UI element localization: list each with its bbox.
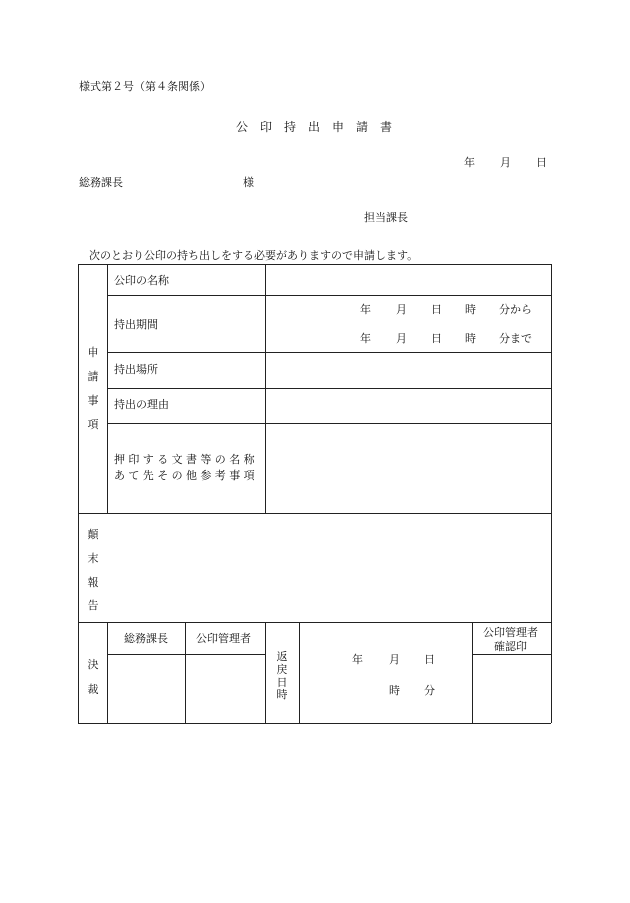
date-month: 月 bbox=[500, 156, 511, 169]
period-from-hour: 時 bbox=[465, 303, 476, 316]
form-number: 様式第２号（第４条関係） bbox=[79, 80, 211, 93]
period-to-day: 日 bbox=[431, 332, 442, 345]
return-year: 年 bbox=[352, 653, 363, 666]
form-title: 公 印 持 出 申 請 書 bbox=[236, 120, 393, 134]
addressee-dept: 総務課長 bbox=[79, 176, 123, 189]
period-from-month: 月 bbox=[396, 303, 407, 316]
return-day: 日 bbox=[424, 653, 435, 666]
reason-label: 持出の理由 bbox=[114, 398, 169, 411]
period-to-hour: 時 bbox=[465, 332, 476, 345]
confirm-stamp-header-line2: 確認印 bbox=[494, 640, 527, 653]
date-day: 日 bbox=[536, 156, 547, 169]
documents-value[interactable] bbox=[270, 428, 546, 508]
intro-text: 次のとおり公印の持ち出しをする必要がありますので申請します。 bbox=[89, 249, 419, 262]
addressee-honorific: 様 bbox=[243, 176, 254, 189]
period-to-year: 年 bbox=[360, 332, 371, 345]
general-affairs-chief-stamp[interactable] bbox=[110, 657, 182, 720]
period-label: 持出期間 bbox=[114, 318, 158, 331]
period-from-day: 日 bbox=[431, 303, 442, 316]
period-to-minute: 分まで bbox=[499, 332, 532, 345]
applicant-label: 担当課長 bbox=[364, 211, 408, 224]
reason-value[interactable] bbox=[270, 393, 546, 417]
seal-name-value[interactable] bbox=[270, 270, 546, 290]
seal-manager-header: 公印管理者 bbox=[196, 632, 251, 645]
report-value[interactable] bbox=[112, 518, 546, 618]
place-label: 持出場所 bbox=[114, 363, 158, 376]
documents-label-line1: 押印する文書等の名称 bbox=[114, 453, 258, 466]
documents-label-line2: あて先その他参考事項 bbox=[114, 469, 258, 482]
period-from-minute: 分から bbox=[499, 303, 532, 316]
period-from-year: 年 bbox=[360, 303, 371, 316]
confirm-stamp-box[interactable] bbox=[476, 658, 547, 720]
place-value[interactable] bbox=[270, 358, 546, 382]
confirm-stamp-header-line1: 公印管理者 bbox=[483, 626, 538, 639]
return-month: 月 bbox=[389, 653, 400, 666]
period-to-month: 月 bbox=[396, 332, 407, 345]
seal-name-label: 公印の名称 bbox=[114, 274, 169, 287]
seal-manager-stamp[interactable] bbox=[188, 657, 262, 720]
date-year: 年 bbox=[464, 156, 475, 169]
return-minute: 分 bbox=[424, 684, 435, 697]
return-hour: 時 bbox=[389, 684, 400, 697]
general-affairs-chief-header: 総務課長 bbox=[124, 632, 168, 645]
